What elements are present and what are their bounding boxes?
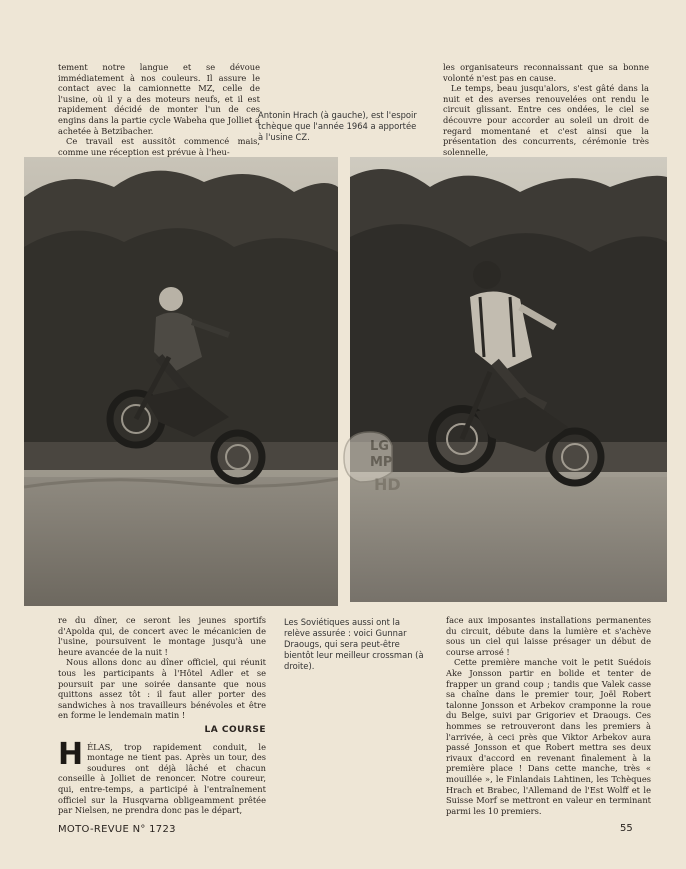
section-title-la-course: LA COURSE — [204, 724, 266, 735]
watermark-text-hd: HD — [374, 475, 401, 494]
photo-rider-right — [350, 157, 667, 602]
paragraph: Ce travail est aussitôt commencé mais, comme une réception est prévue à l'heu- — [58, 136, 260, 157]
paragraph: les organisateurs reconnaissant que sa bonne volonté n'est pas en cause. — [443, 62, 649, 83]
paragraph: Cette première manche voit le petit Suédois Ake Jonsson partir en bolide et tenter de frapper un grand coup ; tandis que Valek casse sa chaîne dans le premier tour, Joël Robert talonne Jonsson et Arbekov cramponne la roue du Belge, suivi par Grigoriev et Draougs. Ces hommes se retrouveront dans les premiers à l'arrivée, à ceci près que Viktor Arbekov aura passé Jonsson et que Robert mettra ses deux rivaux d'accord en revenant finalement à la première place ! Dans cette manche, très « mouillée », le Finlandais Lahtinen, les Tchèques Hrach et Brabec, l'Allemand de l'Est Wolff et le Suisse Morf se mettront en valeur en terminant parmi les 10 premiers. — [446, 657, 651, 816]
paragraph: face aux imposantes installations permanentes du circuit, débute dans la lumière et s'achève sous un ciel qui laisse présager un début de course arrosé ! — [446, 615, 651, 657]
watermark-text-lg: LG — [370, 439, 389, 454]
watermark-helmet-icon — [340, 428, 408, 498]
dropcap-letter: H — [58, 736, 84, 772]
photo-rider-right-image — [350, 157, 667, 602]
photo-rider-left — [24, 157, 338, 606]
footer-page-number: 55 — [620, 823, 633, 834]
caption-right-photo: Les Soviétiques aussi ont la relève assurée : voici Gunnar Draougs, qui sera peut-être bientôt leur meilleur crossman (à droite). — [284, 617, 424, 671]
course-text: ÉLAS, trop rapidement conduit, le montage ne tient pas. Après un tour, des soudures ont déjà lâché et chacun conseille à Jolliet de renoncer. Notre coureur, qui, entre-temps, a participé à l'entraînement officiel sur la Husqvarna obligeamment prêtée par Nielsen, ne prendra donc pas le départ, — [58, 741, 266, 816]
paragraph: tement notre langue et se dévoue immédiatement à nos couleurs. Il assure le contact avec la camionnette MZ, celle de l'usine, où il y a des moteurs neufs, et il est rapidement décidé de monter l'un de ces engins dans la partie cycle Wabeha que Jolliet a achetée à Betzibacher. — [58, 62, 260, 136]
top-right-column — [443, 62, 649, 157]
photo-rider-left-image — [24, 157, 338, 606]
footer-magazine-issue: MOTO-REVUE N° 1723 — [58, 824, 176, 835]
top-left-column — [58, 62, 260, 157]
paragraph: Nous allons donc au dîner officiel, qui réunit tous les participants à l'Hôtel Adler et se poursuit par une soirée dansante que nous quittons assez tôt : il faut aller porter des sandwiches à nos travailleurs bénévoles et être en forme le lendemain matin ! — [58, 657, 266, 721]
watermark-logo — [340, 428, 408, 498]
paragraph-course — [58, 736, 266, 816]
bottom-left-column — [58, 615, 266, 816]
caption-left-photo: Antonin Hrach (à gauche), est l'espoir tchèque que l'année 1964 a apportée à l'usine CZ. — [258, 110, 417, 142]
paragraph: re du dîner, ce seront les jeunes sportifs d'Apolda qui, de concert avec le mécanicien de l'usine, poursuivent le montage jusqu'à une heure avancée de la nuit ! — [58, 615, 266, 657]
watermark-text-mp: MP — [370, 455, 393, 470]
paragraph: Le temps, beau jusqu'alors, s'est gâté dans la nuit et des averses renouvelées ont rendu le circuit glissant. Entre ces ondées, le ciel se découvre pour accorder au soleil un droit de regard momentané et c'est ainsi que la présentation des concurrents, cérémonie très solennelle, — [443, 83, 649, 157]
bottom-right-column — [446, 615, 651, 816]
